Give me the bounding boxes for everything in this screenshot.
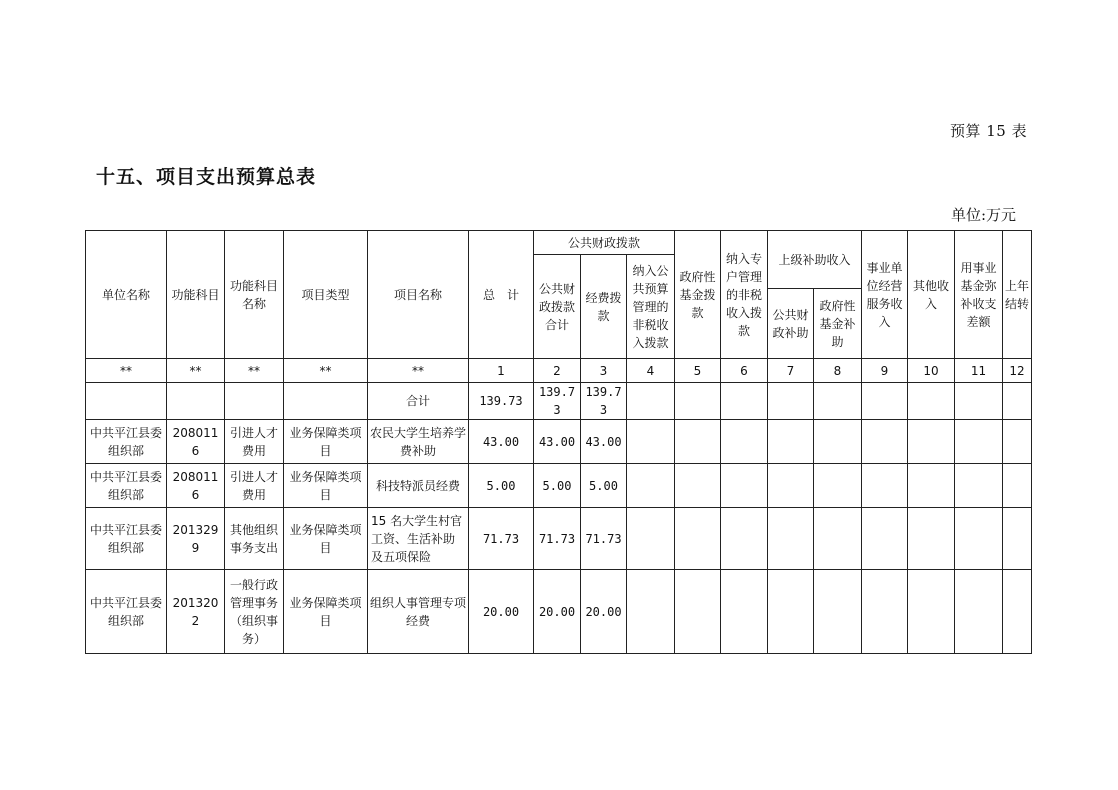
row-pf-funding: 71.73 xyxy=(581,508,627,570)
index-cell: 8 xyxy=(814,359,862,383)
empty-cell xyxy=(768,420,814,464)
row-pf-total: 71.73 xyxy=(534,508,581,570)
empty-cell xyxy=(167,383,225,420)
summary-row xyxy=(86,383,1032,420)
empty-cell xyxy=(768,508,814,570)
row-func: 一般行政管理事务（组织事务） xyxy=(225,570,284,654)
row-code: 2013202 xyxy=(167,570,225,654)
empty-cell xyxy=(627,508,675,570)
row-code: 2080116 xyxy=(167,420,225,464)
empty-cell xyxy=(284,383,368,420)
empty-cell xyxy=(768,464,814,508)
empty-cell xyxy=(955,570,1003,654)
header-func-name: 功能科目名称 xyxy=(225,231,284,359)
header-unit-name: 单位名称 xyxy=(86,231,167,359)
row-code: 2080116 xyxy=(167,464,225,508)
index-cell: 3 xyxy=(581,359,627,383)
header-pf-total: 公共财政拨款合计 xyxy=(534,255,581,359)
empty-cell xyxy=(721,508,768,570)
header-pf-nontax: 纳入公共预算管理的非税收入拨款 xyxy=(627,255,675,359)
summary-pf-total: 139.73 xyxy=(534,383,581,420)
table-row xyxy=(86,570,1032,654)
empty-cell xyxy=(1003,508,1032,570)
row-type: 业务保障类项目 xyxy=(284,508,368,570)
page-title: 十五、项目支出预算总表 xyxy=(96,166,317,188)
row-pf-total: 43.00 xyxy=(534,420,581,464)
empty-cell xyxy=(955,508,1003,570)
header-func-code: 功能科目 xyxy=(167,231,225,359)
row-pf-funding: 20.00 xyxy=(581,570,627,654)
summary-label: 合计 xyxy=(368,383,469,420)
row-type: 业务保障类项目 xyxy=(284,464,368,508)
empty-cell xyxy=(1003,383,1032,420)
empty-cell xyxy=(675,383,721,420)
row-type: 业务保障类项目 xyxy=(284,420,368,464)
index-cell: ** xyxy=(167,359,225,383)
summary-pf-funding: 139.73 xyxy=(581,383,627,420)
index-cell: 10 xyxy=(908,359,955,383)
empty-cell xyxy=(862,383,908,420)
index-cell: 11 xyxy=(955,359,1003,383)
empty-cell xyxy=(1003,464,1032,508)
row-total: 20.00 xyxy=(469,570,534,654)
row-total: 71.73 xyxy=(469,508,534,570)
header-total: 总 计 xyxy=(469,231,534,359)
header-public-finance: 公共财政拨款 xyxy=(534,231,675,255)
header-us-govfund: 政府性基金补助 xyxy=(814,289,862,359)
row-unit: 中共平江县委组织部 xyxy=(86,508,167,570)
empty-cell xyxy=(627,570,675,654)
empty-cell xyxy=(814,508,862,570)
header-upper-subsidy: 上级补助收入 xyxy=(768,231,862,289)
empty-cell xyxy=(814,570,862,654)
empty-cell xyxy=(908,464,955,508)
header-proj-name: 项目名称 xyxy=(368,231,469,359)
row-name: 15 名大学生村官工资、生活补助及五项保险 xyxy=(368,508,469,570)
row-name: 农民大学生培养学费补助 xyxy=(368,420,469,464)
empty-cell xyxy=(814,383,862,420)
empty-cell xyxy=(675,508,721,570)
header-fund-balance: 用事业基金弥补收支差额 xyxy=(955,231,1003,359)
index-cell: 5 xyxy=(675,359,721,383)
index-cell: 12 xyxy=(1003,359,1032,383)
empty-cell xyxy=(862,570,908,654)
header-gov-fund: 政府性基金拨款 xyxy=(675,231,721,359)
index-row xyxy=(86,359,1032,383)
empty-cell xyxy=(768,383,814,420)
row-name: 科技特派员经费 xyxy=(368,464,469,508)
row-pf-total: 5.00 xyxy=(534,464,581,508)
empty-cell xyxy=(955,420,1003,464)
empty-cell xyxy=(908,570,955,654)
header-other-income: 其他收入 xyxy=(908,231,955,359)
index-cell: ** xyxy=(284,359,368,383)
empty-cell xyxy=(908,420,955,464)
index-cell: 1 xyxy=(469,359,534,383)
index-cell: 6 xyxy=(721,359,768,383)
empty-cell xyxy=(862,420,908,464)
empty-cell xyxy=(1003,570,1032,654)
table-id: 预算 15 表 xyxy=(950,122,1028,140)
empty-cell xyxy=(908,508,955,570)
row-func: 其他组织事务支出 xyxy=(225,508,284,570)
header-pf-funding: 经费拨款 xyxy=(581,255,627,359)
empty-cell xyxy=(675,570,721,654)
index-cell: ** xyxy=(368,359,469,383)
empty-cell xyxy=(675,464,721,508)
index-cell: 7 xyxy=(768,359,814,383)
empty-cell xyxy=(955,464,1003,508)
row-name: 组织人事管理专项经费 xyxy=(368,570,469,654)
row-unit: 中共平江县委组织部 xyxy=(86,464,167,508)
row-unit: 中共平江县委组织部 xyxy=(86,420,167,464)
header-special-nontax: 纳入专户管理的非税收入拨款 xyxy=(721,231,768,359)
empty-cell xyxy=(721,383,768,420)
empty-cell xyxy=(86,383,167,420)
row-total: 5.00 xyxy=(469,464,534,508)
empty-cell xyxy=(225,383,284,420)
index-cell: 2 xyxy=(534,359,581,383)
row-type: 业务保障类项目 xyxy=(284,570,368,654)
table-row xyxy=(86,508,1032,570)
empty-cell xyxy=(675,420,721,464)
empty-cell xyxy=(862,464,908,508)
row-unit: 中共平江县委组织部 xyxy=(86,570,167,654)
row-func: 引进人才费用 xyxy=(225,464,284,508)
budget-table xyxy=(85,230,1032,654)
header-us-public: 公共财政补助 xyxy=(768,289,814,359)
summary-total: 139.73 xyxy=(469,383,534,420)
index-cell: ** xyxy=(225,359,284,383)
index-cell: 4 xyxy=(627,359,675,383)
empty-cell xyxy=(814,464,862,508)
empty-cell xyxy=(1003,420,1032,464)
header-biz-income: 事业单位经营服务收入 xyxy=(862,231,908,359)
header-carryover: 上年结转 xyxy=(1003,231,1032,359)
row-pf-total: 20.00 xyxy=(534,570,581,654)
row-pf-funding: 43.00 xyxy=(581,420,627,464)
header-proj-type: 项目类型 xyxy=(284,231,368,359)
empty-cell xyxy=(721,420,768,464)
index-cell: ** xyxy=(86,359,167,383)
empty-cell xyxy=(627,383,675,420)
row-code: 2013299 xyxy=(167,508,225,570)
empty-cell xyxy=(768,570,814,654)
row-func: 引进人才费用 xyxy=(225,420,284,464)
empty-cell xyxy=(627,464,675,508)
empty-cell xyxy=(862,508,908,570)
table-row xyxy=(86,420,1032,464)
empty-cell xyxy=(721,464,768,508)
unit-label: 单位:万元 xyxy=(951,206,1017,224)
empty-cell xyxy=(955,383,1003,420)
table-row xyxy=(86,464,1032,508)
index-cell: 9 xyxy=(862,359,908,383)
empty-cell xyxy=(908,383,955,420)
row-pf-funding: 5.00 xyxy=(581,464,627,508)
empty-cell xyxy=(814,420,862,464)
empty-cell xyxy=(721,570,768,654)
empty-cell xyxy=(627,420,675,464)
row-total: 43.00 xyxy=(469,420,534,464)
